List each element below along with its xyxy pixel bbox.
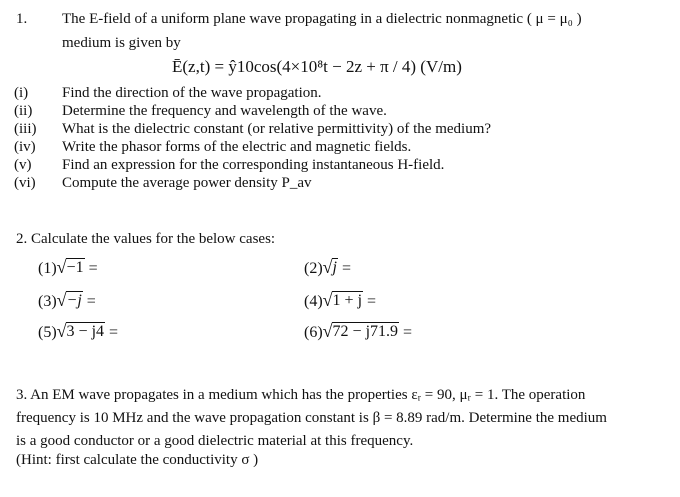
radicand: −j (66, 292, 82, 309)
sqrt-case-1: (1) √ −1 = (38, 257, 98, 277)
efield-equation: Ē(z,t) = ŷ10cos(4×10⁸t − 2z + π / 4) (V/m) (172, 57, 462, 76)
question-1-intro-line-2: medium is given by (62, 35, 181, 51)
radicand: 3 − j4 (66, 323, 105, 340)
part-text: Determine the frequency and wavelength of the wave. (62, 103, 387, 119)
sqrt-case-3: (3) √ −j = (38, 290, 96, 310)
equals-sign: = (109, 324, 119, 341)
case-label: (1) (38, 260, 57, 277)
part-label: (ii) (14, 103, 33, 119)
sqrt-case-6: (6) √ 72 − j71.9 = (304, 321, 413, 341)
part-label: (iv) (14, 139, 36, 155)
question-1-number: 1. (16, 11, 28, 27)
case-label: (6) (304, 324, 323, 341)
question-2-heading: 2. Calculate the values for the below cases: (16, 231, 276, 247)
sqrt-case-4: (4) √ 1 + j = (304, 290, 377, 310)
sqrt-case-2: (2) √ j = (304, 257, 352, 277)
case-label: (2) (304, 260, 323, 277)
radicand: 72 − j71.9 (332, 323, 399, 340)
radicand: j (332, 259, 337, 276)
sqrt-case-5: (5) √ 3 − j4 = (38, 321, 119, 341)
part-text: Write the phasor forms of the electric and magnetic fields. (62, 139, 412, 155)
question-3-line-3: is a good conductor or a good dielectric material at this frequency. (16, 433, 414, 449)
equals-sign: = (367, 293, 377, 310)
equals-sign: = (403, 324, 413, 341)
question-3-line-1: 3. An EM wave propagates in a medium which has the properties εᵣ = 90, μᵣ = 1. The operation (16, 387, 586, 403)
part-text: What is the dielectric constant (or relative permittivity) of the medium? (62, 121, 492, 137)
part-label: (v) (14, 157, 32, 173)
question-3-hint: (Hint: first calculate the conductivity σ ) (16, 452, 259, 468)
part-label: (iii) (14, 121, 37, 137)
equals-sign: = (86, 293, 96, 310)
part-text: Find the direction of the wave propagation. (62, 85, 322, 101)
question-1-intro-line-1: The E-field of a uniform plane wave propagating in a dielectric nonmagnetic ( μ = μ₀ ) (62, 11, 582, 27)
radicand: −1 (66, 259, 84, 276)
radicand: 1 + j (332, 292, 363, 309)
case-label: (3) (38, 293, 57, 310)
equals-sign: = (342, 260, 352, 277)
part-label: (vi) (14, 175, 36, 191)
part-label: (i) (14, 85, 29, 101)
equals-sign: = (88, 260, 98, 277)
question-3-line-2: frequency is 10 MHz and the wave propagation constant is β = 8.89 rad/m. Determine the medium (16, 410, 607, 426)
part-text: Compute the average power density P_av (62, 175, 312, 191)
part-text: Find an expression for the corresponding instantaneous H-field. (62, 157, 445, 173)
case-label: (5) (38, 324, 57, 341)
case-label: (4) (304, 293, 323, 310)
